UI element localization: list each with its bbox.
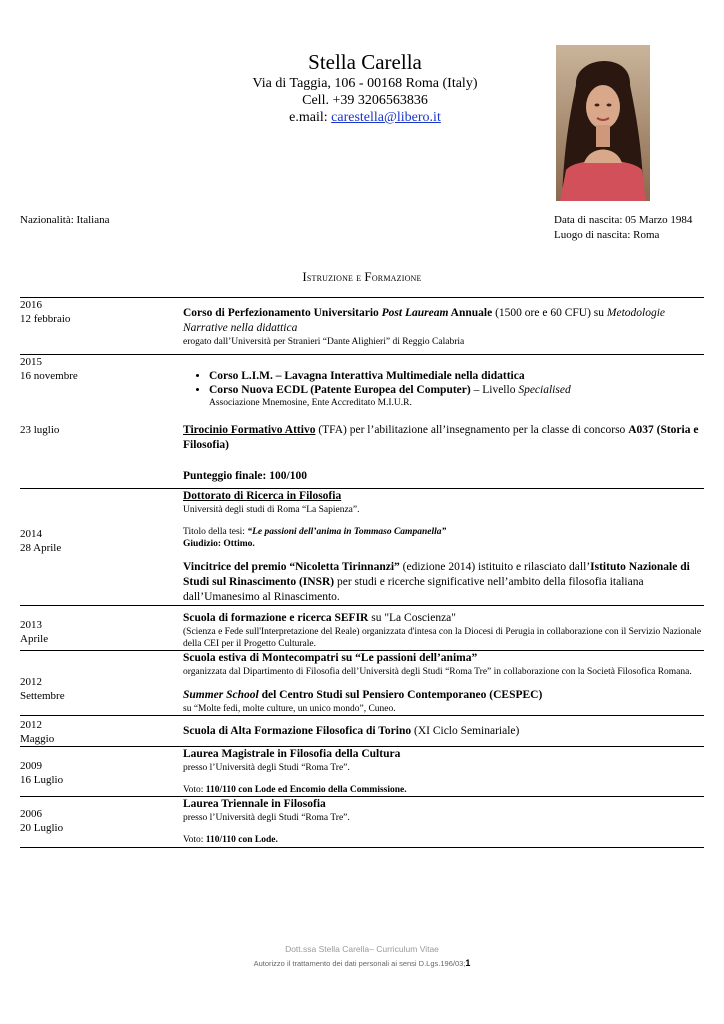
- entry-date: 2009 16 Luglio: [20, 760, 64, 786]
- entry-date: 2016 12 febbraio: [20, 299, 71, 325]
- cv-name: Stella Carella: [308, 50, 422, 74]
- table-row: [20, 606, 704, 651]
- education-table: [20, 297, 704, 848]
- table-row: [20, 716, 704, 747]
- entry-date: 2006 20 Luglio: [20, 808, 64, 834]
- page-number: 1: [465, 958, 471, 968]
- entry-body: Scuola estiva di Montecompatri su “Le passioni dell’anima” organizzata dal Dipartimento di Filosofia dell’Università degli Studi “Roma Tre” in collaborazione con la Società Filosofica Romana. Summer School del Centro Studi sul Pensiero Contemporaneo (CESPEC) su “Molte fedi, molte culture, un unico mondo”, Cuneo.: [183, 652, 692, 714]
- footer-title: Dott.ssa Stella Carella– Curriculum Vitae: [285, 944, 439, 954]
- entry-date: 2014 28 Aprile: [20, 528, 62, 554]
- entry-date: 2012 Settembre: [20, 676, 65, 702]
- entry-body: Corso di Perfezionamento Universitario Post Lauream Annuale (1500 ore e 60 CFU) su Metodologie Narrative nella didattica erogato dall’Università per Stranieri “Dante Alighieri” di Reggio Calabria: [183, 307, 666, 347]
- entry-body: Scuola di formazione e ricerca SEFIR su "La Coscienza" (Scienza e Fede sull'Interpretazione del Reale) organizzata d'intesa con la Diocesi di Perugia in collaborazione con il Servizio Nazionale della CEI per il Progetto Culturale.: [183, 612, 702, 649]
- footer-consent: Autorizzo il trattamento dei dati personali ai sensi D.Lgs.196/03;1: [253, 958, 471, 968]
- phone: Cell. +39 3206563836: [302, 93, 428, 108]
- entry-date: 2012 Maggio: [20, 719, 55, 745]
- table-row: [20, 747, 704, 797]
- entry-date: 2015 16 novembre 23 luglio: [20, 356, 78, 436]
- entry-body: • Corso L.I.M. – Lavagna Interattiva Multimediale nella didattica • Corso Nuova ECDL (Patente Europea del Computer) – Livello Specialised Associazione Mnemosine, Ente Accreditato M.I.U.R. Tirocinio Formativo Attivo (TFA) per l’abilitazione all’insegnamento per la classe di concorso A037 (Storia e Filosofia) Punteggio finale: 100/100: [183, 355, 704, 489]
- table-row: [20, 355, 704, 489]
- list-item: • Corso L.I.M. – Lavagna Interattiva Multimediale nella didattica: [209, 369, 704, 383]
- list-item: • Corso Nuova ECDL (Patente Europea del Computer) – Livello Specialised Associazione Mnemosine, Ente Accreditato M.I.U.R.: [209, 383, 704, 409]
- section-title: Istruzione e Formazione: [302, 269, 422, 284]
- birth-date: Data di nascita: 05 Marzo 1984: [554, 214, 693, 226]
- table-row: [20, 651, 704, 716]
- birth-place: Luogo di nascita: Roma: [554, 229, 660, 241]
- entry-date: 2013 Aprile: [20, 619, 49, 645]
- table-row: [20, 298, 704, 355]
- email-line: [150, 110, 580, 126]
- table-row: [20, 797, 704, 848]
- email-link[interactable]: carestella@libero.it: [331, 110, 441, 125]
- table-row: [20, 489, 704, 606]
- entry-body: Laurea Triennale in Filosofia presso l’Università degli Studi “Roma Tre”. Voto: 110/110 con Lode.: [183, 798, 350, 845]
- address: Via di Taggia, 106 - 00168 Roma (Italy): [252, 76, 478, 91]
- nationality: Nazionalità: Italiana: [20, 214, 110, 226]
- entry-body: Scuola di Alta Formazione Filosofica di Torino (XI Ciclo Seminariale): [183, 725, 520, 737]
- profile-photo: [556, 45, 650, 201]
- entry-body: Dottorato di Ricerca in Filosofia Università degli studi di Roma “La Sapienza”. Titolo della tesi: “Le passioni dell’anima in Tommaso Campanella” Giudizio: Ottimo. Vincitrice del premio “Nicoletta Tirinnanzi” (edizione 2014) istituito e rilasciato dall’Istituto Nazionale di Studi sul Rinascimento (INSR) per studi e ricerche significative nell’ambito della filosofia italiana dall’Umanesimo al Rinascimento.: [183, 490, 690, 603]
- entry-body: Laurea Magistrale in Filosofia della Cultura presso l’Università degli Studi “Roma Tre”. Voto: 110/110 con Lode ed Encomio della Commissione.: [183, 748, 407, 795]
- email-label: e.mail:: [289, 110, 332, 125]
